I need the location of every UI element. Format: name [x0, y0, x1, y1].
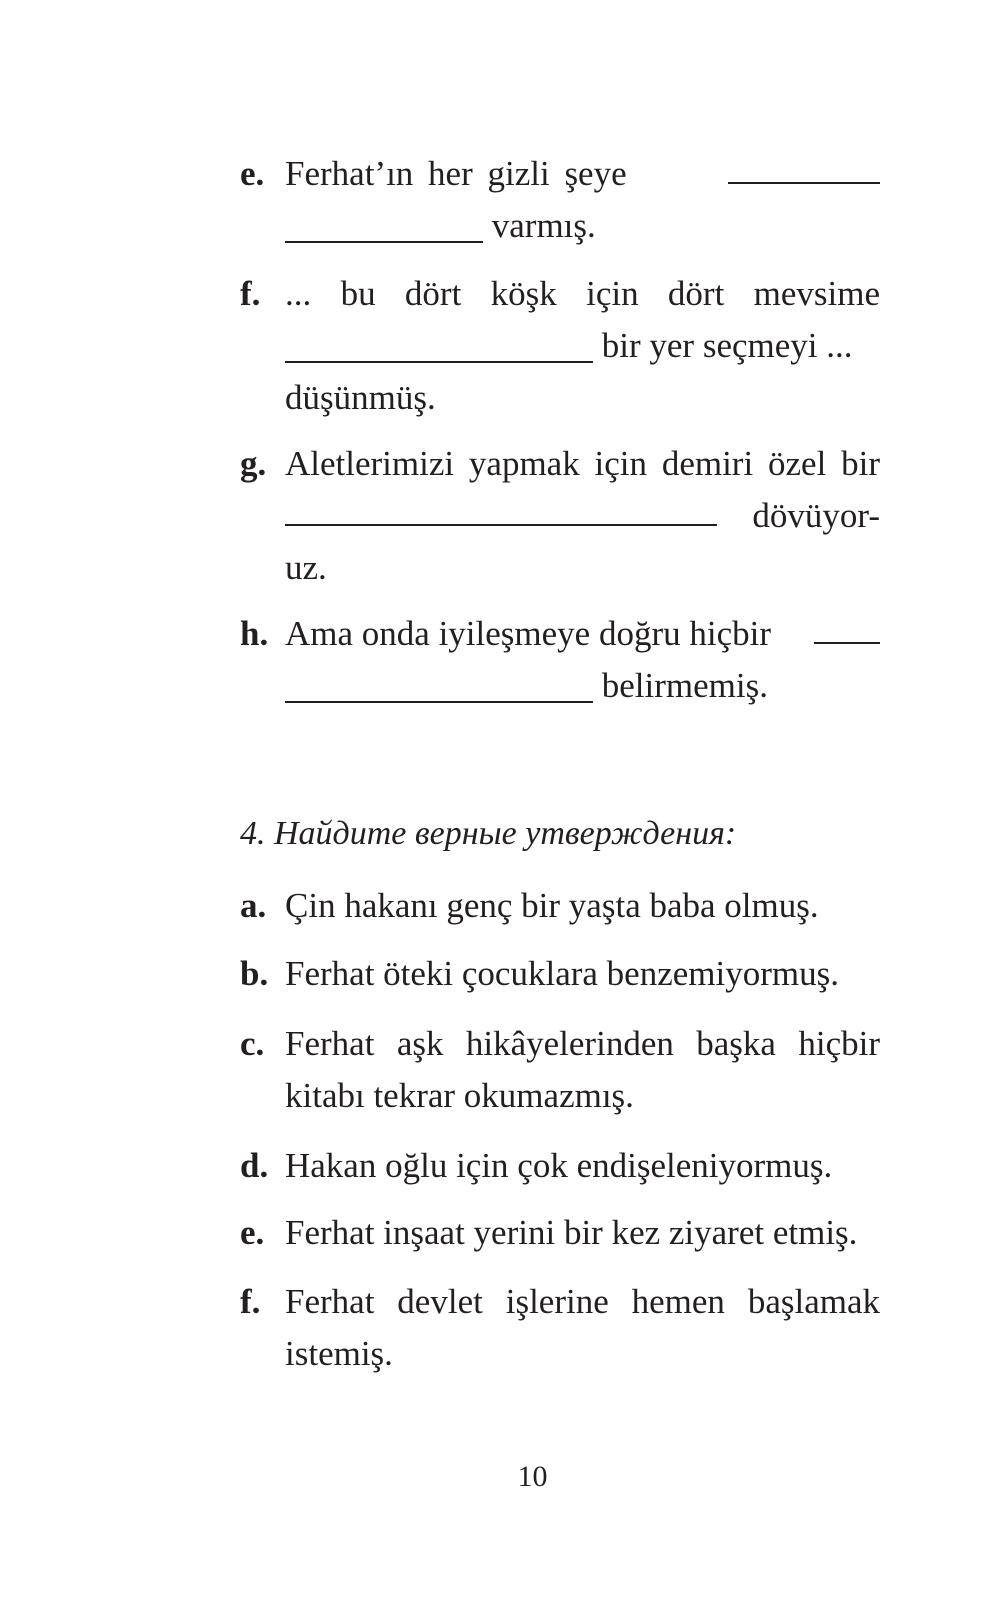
item-text: düşünmüş. [285, 378, 436, 417]
statement-text: kitabı tekrar okumazmış. [285, 1076, 634, 1115]
item-letter: g. [240, 444, 267, 483]
item-text: Ferhat’ın her gizli şeye [285, 154, 627, 193]
item-text: dövüyor- [752, 496, 880, 535]
statement-text: Ferhat öteki çocuklara benzemiyormuş. [285, 954, 839, 993]
item-letter: h. [240, 614, 269, 653]
item-letter: b. [240, 954, 269, 993]
answer-blank[interactable] [285, 327, 593, 363]
statement-b [240, 948, 880, 1000]
statement-text: Çin hakanı genç bir yaşta baba olmuş. [285, 886, 819, 925]
statement-text: Hakan oğlu için çok endişeleniyormuş. [285, 1146, 833, 1185]
statement-f [240, 1276, 880, 1380]
statement-e [240, 1207, 880, 1259]
item-letter: e. [240, 1213, 265, 1252]
item-letter: a. [240, 886, 267, 925]
task-heading: 4. Найдите верные утверждения: [240, 815, 737, 852]
fill-item-g [240, 438, 880, 594]
item-text: bir yer seçmeyi ... [601, 326, 853, 365]
item-text: Aletlerimizi yapmak için demiri özel bir [285, 444, 880, 483]
item-letter: d. [240, 1146, 269, 1185]
answer-blank[interactable] [285, 490, 717, 526]
item-letter: f. [240, 1282, 261, 1321]
item-text: uz. [285, 548, 327, 587]
fill-item-f [240, 268, 880, 424]
statement-text: istemiş. [285, 1334, 393, 1373]
item-text: ... bu dört köşk için dört mevsime [285, 274, 880, 313]
answer-blank[interactable] [814, 608, 880, 644]
item-letter: f. [240, 274, 261, 313]
statement-text: Ferhat devlet işlerine hemen başlamak [285, 1282, 880, 1321]
item-text: Ama onda iyileşmeye doğru hiçbir [285, 614, 771, 653]
statement-text: Ferhat aşk hikâyelerinden başka hiçbir [285, 1024, 880, 1063]
statement-a [240, 880, 880, 932]
item-letter: c. [240, 1024, 265, 1063]
fill-item-e [240, 148, 880, 252]
statement-c [240, 1018, 880, 1122]
fill-item-h [240, 608, 880, 712]
item-text: varmış. [491, 206, 596, 245]
item-text: belirmemiş. [601, 666, 768, 705]
answer-blank[interactable] [285, 207, 483, 243]
answer-blank[interactable] [285, 667, 593, 703]
statement-text: Ferhat inşaat yerini bir kez ziyaret etmiş. [285, 1213, 858, 1252]
answer-blank[interactable] [728, 148, 880, 184]
statement-d [240, 1140, 880, 1192]
page-number: 10 [517, 1460, 548, 1493]
item-letter: e. [240, 154, 265, 193]
